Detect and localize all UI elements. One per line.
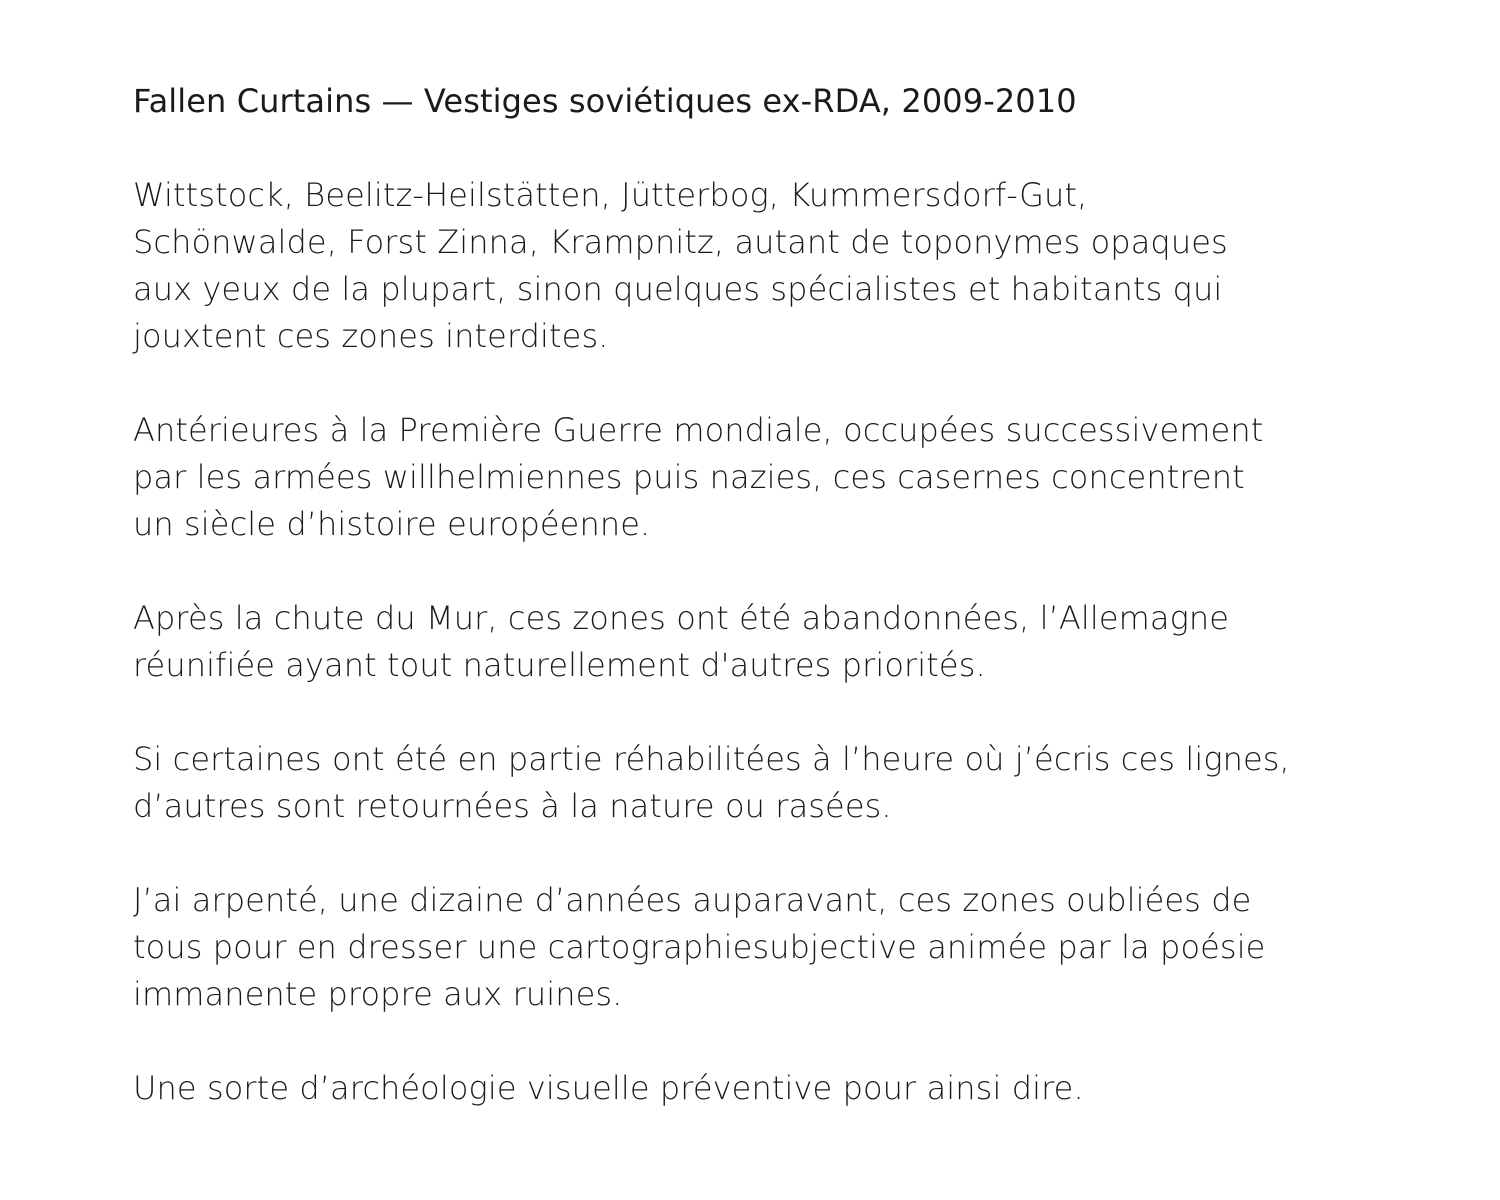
document-title: Fallen Curtains — Vestiges soviétiques ex-RDA, 2009-2010 <box>133 82 1077 120</box>
paragraph-line: immanente propre aux ruines. <box>133 975 623 1013</box>
paragraph-line: Schönwalde, Forst Zinna, Krampnitz, autant de toponymes opaques <box>133 223 1228 261</box>
paragraph-line: Wittstock, Beelitz-Heilstätten, Jütterbog, Kummersdorf-Gut, <box>133 176 1088 214</box>
paragraph-line: un siècle d’histoire européenne. <box>133 505 651 543</box>
paragraph-abandonment <box>133 595 1463 689</box>
paragraph-line: Si certaines ont été en partie réhabilitées à l’heure où j’écris ces lignes, <box>133 740 1290 778</box>
paragraph-toponyms <box>133 172 1463 360</box>
paragraph-line: aux yeux de la plupart, sinon quelques spécialistes et habitants qui <box>133 270 1223 308</box>
paragraph-line: Une sorte d’archéologie visuelle préventive pour ainsi dire. <box>133 1069 1084 1107</box>
paragraph-line: réunifiée ayant tout naturellement d'autres priorités. <box>133 646 986 684</box>
paragraph-history <box>133 407 1463 548</box>
paragraph-line: tous pour en dresser une cartographiesubjective animée par la poésie <box>133 928 1266 966</box>
paragraph-cartography <box>133 877 1463 1018</box>
paragraph-current-state <box>133 736 1463 830</box>
paragraph-line: J’ai arpenté, une dizaine d’années auparavant, ces zones oubliées de <box>133 881 1252 919</box>
paragraph-line: jouxtent ces zones interdites. <box>133 317 609 355</box>
paragraph-line: Après la chute du Mur, ces zones ont été abandonnées, l’Allemagne <box>133 599 1230 637</box>
document-page <box>133 78 1463 1112</box>
paragraph-conclusion <box>133 1065 1463 1112</box>
paragraph-line: par les armées willhelmiennes puis nazies, ces casernes concentrent <box>133 458 1245 496</box>
paragraph-line: Antérieures à la Première Guerre mondiale, occupées successivement <box>133 411 1264 449</box>
paragraph-line: d’autres sont retournées à la nature ou rasées. <box>133 787 892 825</box>
